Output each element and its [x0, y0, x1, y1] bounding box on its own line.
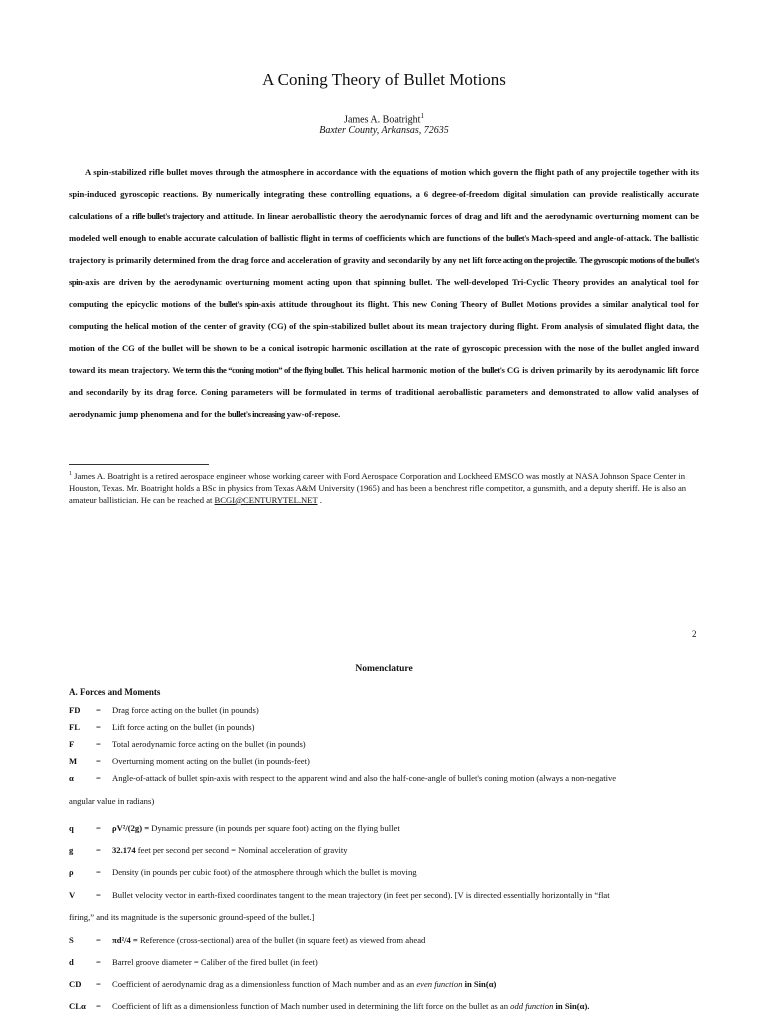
term-row: d = Barrel groove diameter = Caliber of the fired bullet (in feet)	[69, 957, 318, 967]
term-continuation: firing,” and its magnitude is the supersonic ground-speed of the bullet.]	[69, 912, 315, 922]
term-row: FD = Drag force acting on the bullet (in pounds)	[69, 705, 259, 715]
paper-title: A Coning Theory of Bullet Motions	[262, 70, 506, 89]
term-row: CLα = Coefficient of lift as a dimensionless function of Mach number used in determining the lift force on the bullet as an odd function in Sin(α).	[69, 1001, 590, 1011]
term-row: ρ = Density (in pounds per cubic foot) of the atmosphere through which the bullet is moving	[69, 867, 417, 877]
term-row: g = 32.174 feet per second per second = Nominal acceleration of gravity	[69, 845, 348, 855]
term-continuation: angular value in radians)	[69, 796, 155, 806]
abstract-paragraph: A spin-stabilized rifle bullet moves through the atmosphere in accordance with the equations of motion which govern the flight path of any projectile together with its spin-induced gyroscopic reactions. By numerically integrating these controlling equations, a 6 degree-of-freedom digital simulation can provide realistically accurate calculations of a rifle bullet's trajectory and attitude. In linear aeroballistic theory the aerodynamic forces of drag and lift and the aerodynamic overturning moment can be modeled well enough to enable accurate calculation of ballistic flight in terms of coefficients which are functions of the bullet's Mach-speed and angle-of-attack. The ballistic trajectory is primarily determined from the drag force and acceleration of gravity and secondarily by any net lift force acting on the projectile. The gyroscopic motions of the bullet's spin-axis are driven by the aerodynamic overturning moment acting upon that spinning bullet. The well-developed Tri-Cyclic Theory provides an analytical tool for computing the epicyclic motions of the bullet's spin-axis attitude throughout its flight. This new Coning Theory of Bullet Motions provides a similar analytical tool for computing the helical motion of the center of gravity (CG) of the spin-stabilized bullet about its mean trajectory during flight. From analysis of simulated flight data, the motion of the CG of the bullet will be shown to be a conical isotropic harmonic oscillation at the rate of gyroscopic precession with the nose of the bullet angled inward toward its mean trajectory. We term this the “coning motion” of the flying bullet. This helical harmonic motion of the bullet's CG is driven primarily by its aerodynamic lift force and secondarily by its drag force. Coning parameters will be formulated in terms of traditional aeroballistic parameters and demonstrated to allow valid analyses of aerodynamic jump phenomena and for the bullet's increasing yaw-of-repose.	[69, 167, 700, 419]
term-row: V = Bullet velocity vector in earth-fixed coordinates tangent to the mean trajectory (in feet per second). [V is directed essentially horizontally in “flat	[69, 890, 610, 900]
footnote-mark: 1	[420, 112, 424, 120]
footnote: $^1$ James A. Boatright is a retired aerospace engineer whose working career with Ford Aerospace Corporation and Lockheed EMSCO was mostly at NASA Johnson Space Center in Houston, Texas. Mr. Boatright holds a BSc in physics from Texas A&M University (1965) and has been a benchrest rifle competitor, a gunsmith, and a deputy sheriff. He is also an amateur ballistician. He can be reached at BCGI@CENTURYTEL.NET .	[69, 470, 687, 505]
term-row: q = ρV²/(2g) = Dynamic pressure (in pounds per square foot) acting on the flying bullet	[69, 823, 400, 833]
term-row: FL = Lift force acting on the bullet (in pounds)	[69, 722, 255, 732]
term-row: α = Angle-of-attack of bullet spin-axis with respect to the apparent wind and also the half-cone-angle of bullet's coning motion (always a non-negative	[69, 773, 617, 783]
footnote-rule	[69, 464, 209, 465]
nomenclature-heading: Nomenclature	[355, 664, 413, 674]
term-row: S = πd²/4 = Reference (cross-sectional) area of the bullet (in square feet) as viewed from ahead	[69, 935, 426, 945]
author-name: James A. Boatright$^1$	[344, 112, 424, 126]
page-number: 2	[692, 629, 697, 639]
author-affiliation: Baxter County, Arkansas, 72635	[319, 125, 449, 136]
email-link[interactable]: BCGI@CENTURYTEL.NET	[214, 494, 318, 505]
term-row: M = Overturning moment acting on the bullet (in pounds-feet)	[69, 756, 310, 766]
term-row: CD = Coefficient of aerodynamic drag as a dimensionless function of Mach number and as an even function in Sin(α)	[69, 979, 497, 989]
section-heading: A. Forces and Moments	[69, 687, 161, 697]
term-row: F = Total aerodynamic force acting on the bullet (in pounds)	[69, 739, 306, 749]
